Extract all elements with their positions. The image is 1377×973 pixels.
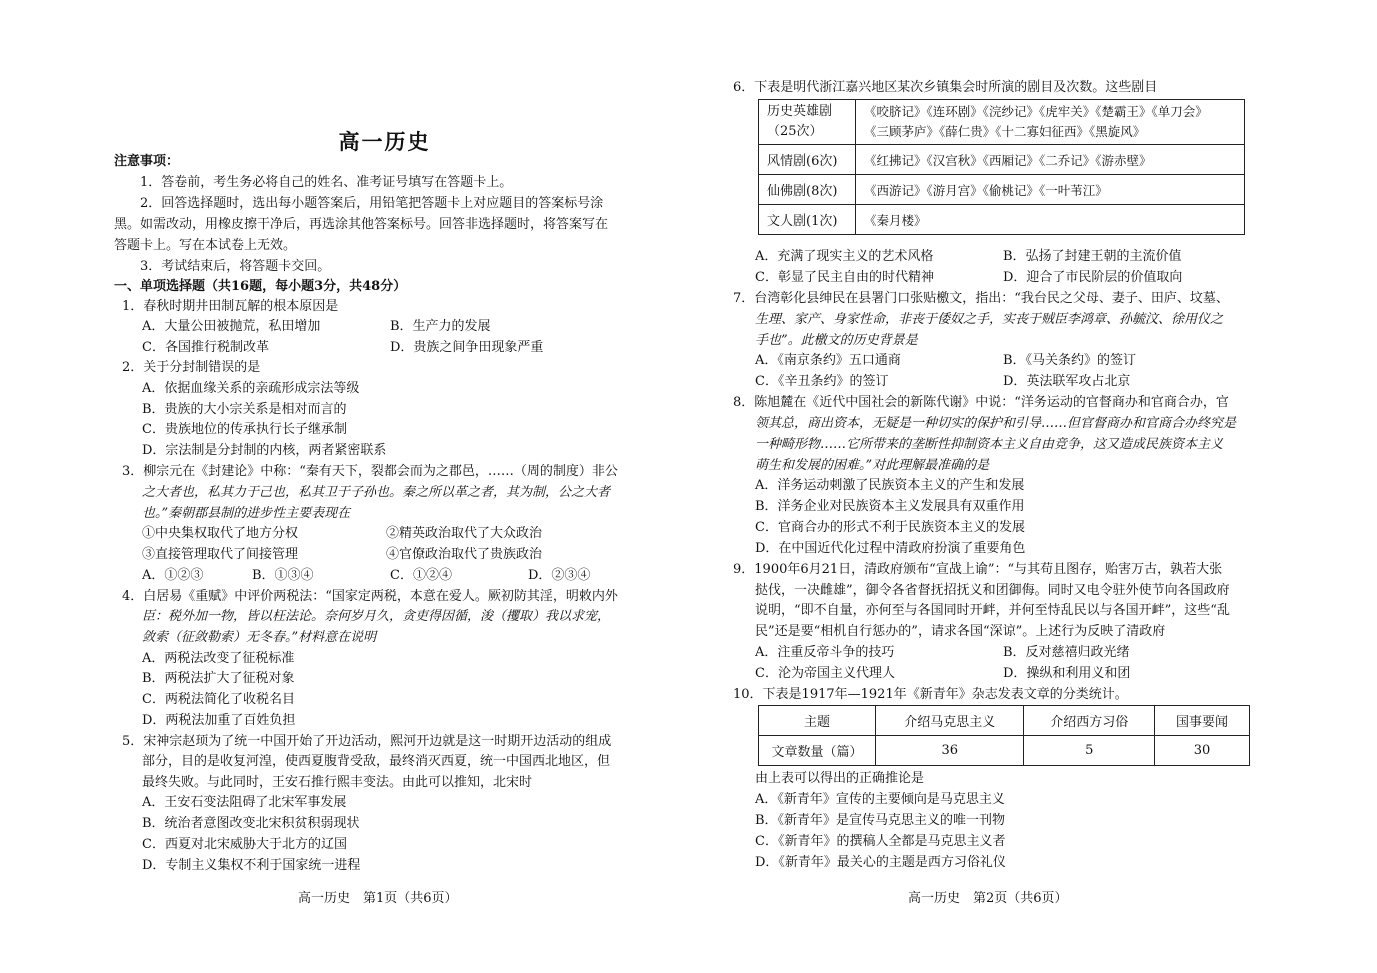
option: B．生产力的发展 — [390, 319, 491, 334]
option: C．《新青年》的撰稿人全都是马克思主义者 — [755, 834, 1006, 849]
option: A．洋务运动刺激了民族资本主义的产生和发展 — [755, 478, 1025, 493]
page-footer: 高一历史 第1页（共6页） — [298, 891, 458, 906]
option: A．①②③ — [142, 568, 204, 583]
option: D．在中国近代化过程中清政府扮演了重要角色 — [755, 541, 1026, 556]
question-stem: 部分，目的是收复河湟，使西夏腹背受敌，最终消灭西夏，统一中国西北地区，但 — [142, 754, 611, 769]
option: B．《马关条约》的签订 — [1003, 353, 1137, 368]
table-cell — [759, 100, 856, 145]
notice-line: 3．考试结束后，将答题卡交回。 — [140, 259, 331, 274]
option: A．充满了现实主义的艺术风格 — [755, 249, 934, 264]
table-row — [759, 205, 1245, 235]
option: C．两税法简化了收税名目 — [142, 692, 295, 707]
question-lead: 由上表可以得出的正确推论是 — [755, 771, 925, 786]
option: C．①②④ — [390, 568, 452, 583]
option: A．《新青年》宣传的主要倾向是马克思主义 — [755, 792, 1005, 807]
option: B．统治者意图改变北宋积贫积弱现状 — [142, 816, 360, 831]
table-cell: 《红拂记》《汉宫秋》《西厢记》《二乔记》《游赤壁》 — [856, 145, 1245, 175]
table-cell: 30 — [1155, 736, 1250, 766]
question-stem: 说明，“即不自量，亦何至与各国同时开衅，并何至恃乱民以与各国开衅”，这些“乱 — [755, 603, 1230, 618]
question-stem: 10．下表是1917年—1921年《新青年》杂志发表文章的分类统计。 — [733, 687, 1128, 702]
question-stem: 1．春秋时期井田制瓦解的根本原因是 — [122, 299, 339, 314]
notice-line: 答题卡上。写在本试卷上无效。 — [114, 238, 297, 253]
option: D．《新青年》最关心的主题是西方习俗礼仪 — [755, 855, 1006, 870]
section-heading: 一、单项选择题（共16题，每小题3分，共48分） — [114, 279, 407, 294]
option: D．英法联军攻占北京 — [1003, 374, 1131, 389]
table-header: 国事要闻 — [1155, 706, 1250, 736]
repertoire-table — [758, 99, 1245, 235]
table-cell: 《西游记》《游月宫》《偷桃记》《一叶苇江》 — [856, 175, 1245, 205]
option: C．《辛丑条约》的签订 — [755, 374, 889, 389]
question-stem: 5．宋神宗赵顼为了统一中国开始了开边活动，熙河开边就是这一时期开边活动的组成 — [122, 734, 612, 749]
table-header-row — [759, 706, 1250, 736]
question-stem: 之大者也，私其力于己也，私其卫于子孙也。秦之所以革之者，其为制，公之大者 — [142, 485, 611, 500]
notice-heading: 注意事项： — [114, 154, 180, 169]
table-header: 介绍马克思主义 — [876, 706, 1024, 736]
table-row — [759, 175, 1245, 205]
statement: ③直接管理取代了间接管理 — [142, 547, 299, 562]
question-stem: 敛索（征敛勒索）无冬春。”材料意在说明 — [142, 630, 377, 645]
table-cell: 仙佛剧(8次) — [759, 175, 856, 205]
cell-text: 历史英雄剧 — [767, 104, 833, 119]
cell-text: 《咬脐记》《连环剧》《浣纱记》《虎牢关》《楚霸王》《单刀会》 — [864, 104, 1208, 119]
option: D．宗法制是分封制的内核，两者紧密联系 — [142, 443, 387, 458]
table-cell: 文人剧(1次) — [759, 205, 856, 235]
question-stem: 挞伐，一决雌雄”，御令各省督抚招抚义和团御侮。同时又电令驻外使节向各国政府 — [755, 583, 1230, 598]
table-row — [759, 100, 1245, 145]
question-stem: 生理、家产、身家性命，非丧于倭奴之手，实丧于贼臣李鸿章、孙毓汶、徐用仪之 — [755, 312, 1224, 327]
question-stem: 8．陈旭麓在《近代中国社会的新陈代谢》中说：“洋务运动的官督商办和官商合办，官 — [733, 395, 1229, 410]
question-stem: 手也”。此檄文的历史背景是 — [755, 333, 918, 348]
table-cell: 风情剧(6次) — [759, 145, 856, 175]
option: B．①③④ — [252, 568, 314, 583]
question-stem: 臣：税外加一物，皆以枉法论。奈何岁月久，贪吏得因循，浚（攫取）我以求宠， — [142, 609, 611, 624]
page-footer: 高一历史 第2页（共6页） — [908, 891, 1068, 906]
question-stem: 民”还是要“相机自行惩办的”，请求各国“深谅”。上述行为反映了清政府 — [755, 624, 1166, 639]
option: D．贵族之间争田现象严重 — [390, 340, 544, 355]
option: C．贵族地位的传承执行长子继承制 — [142, 422, 347, 437]
option: D．操纵和利用义和团 — [1003, 666, 1131, 681]
table-row — [759, 736, 1250, 766]
table-cell — [856, 100, 1245, 145]
option: A．《南京条约》五口通商 — [755, 353, 901, 368]
option: C．西夏对北宋威胁大于北方的辽国 — [142, 837, 347, 852]
question-stem: 2．关于分封制错误的是 — [122, 360, 261, 375]
notice-line: 黑。如需改动，用橡皮擦干净后，再选涂其他答案标号。回答非选择题时，将答案写在 — [114, 217, 609, 232]
option: C．彰显了民主自由的时代精神 — [755, 270, 934, 285]
option: A．大量公田被抛荒，私田增加 — [142, 319, 321, 334]
table-header: 介绍西方习俗 — [1024, 706, 1155, 736]
table-cell: 5 — [1024, 736, 1155, 766]
page-title: 高一历史 — [338, 129, 431, 154]
cell-text: 《三顾茅庐》《薛仁贵》《十二寡妇征西》《黑旋风》 — [864, 124, 1146, 139]
option: C．沦为帝国主义代理人 — [755, 666, 895, 681]
statement: ②精英政治取代了大众政治 — [386, 526, 543, 541]
option: D．迎合了市民阶层的价值取向 — [1003, 270, 1183, 285]
option: A．王安石变法阻碍了北宋军事发展 — [142, 795, 347, 810]
option: D．②③④ — [528, 568, 591, 583]
notice-line: 2．回答选择题时，选出每小题答案后，用铅笔把答题卡上对应题目的答案标号涂 — [140, 196, 604, 211]
option: B．两税法扩大了征税对象 — [142, 671, 295, 686]
option: B．《新青年》是宣传马克思主义的唯一刊物 — [755, 813, 1006, 828]
question-stem: 领其总，商出资本，无疑是一种切实的保护和引导……但官督商办和官商合办终究是 — [755, 416, 1237, 431]
option: A．两税法改变了征税标准 — [142, 651, 295, 666]
question-stem: 萌生和发展的困难。”对此理解最准确的是 — [755, 458, 990, 473]
table-row — [759, 145, 1245, 175]
option: B．洋务企业对民族资本主义发展具有双重作用 — [755, 499, 1025, 514]
question-stem: 也。”秦朝郡县制的进步性主要表现在 — [142, 506, 351, 521]
cell-text: （25次） — [767, 124, 823, 139]
option: D．专制主义集权不利于国家统一进程 — [142, 858, 361, 873]
question-stem: 9．1900年6月21日，清政府颁布“宣战上谕”：“与其苟且图存，贻害万古，孰若大张 — [733, 562, 1223, 577]
option: A．注重反帝斗争的技巧 — [755, 645, 895, 660]
table-header: 主题 — [759, 706, 876, 736]
table-cell: 36 — [876, 736, 1024, 766]
option: A．依据血缘关系的亲疏形成宗法等级 — [142, 381, 360, 396]
statement: ④官僚政治取代了贵族政治 — [386, 547, 543, 562]
question-stem: 4．白居易《重赋》中评价两税法：“国家定两税，本意在爱人。厥初防其淫，明敕内外 — [122, 589, 618, 604]
new-youth-table — [758, 705, 1250, 766]
option: C．官商合办的形式不利于民族资本主义的发展 — [755, 520, 1025, 535]
question-stem: 最终失败。与此同时，王安石推行熙丰变法。由此可以推知，北宋时 — [142, 775, 533, 790]
option: C．各国推行税制改革 — [142, 340, 269, 355]
notice-line: 1．答卷前，考生务必将自己的姓名、准考证号填写在答题卡上。 — [140, 175, 513, 190]
option: B．反对慈禧归政光绪 — [1003, 645, 1130, 660]
option: D．两税法加重了百姓负担 — [142, 713, 296, 728]
question-stem: 6．下表是明代浙江嘉兴地区某次乡镇集会时所演的剧目及次数。这些剧目 — [733, 80, 1158, 95]
option: B．弘扬了封建王朝的主流价值 — [1003, 249, 1182, 264]
question-stem: 7．台湾彰化县绅民在县署门口张贴檄文，指出：“我台民之父母、妻子、田庐、坟墓、 — [733, 291, 1229, 306]
statement: ①中央集权取代了地方分权 — [142, 526, 299, 541]
option: B．贵族的大小宗关系是相对而言的 — [142, 402, 347, 417]
question-stem: 一种畸形物……它所带来的垄断性抑制资本主义自由竞争，这又造成民族资本主义 — [755, 437, 1224, 452]
table-cell: 《秦月楼》 — [856, 205, 1245, 235]
question-stem: 3．柳宗元在《封建论》中称：“秦有天下，裂都会而为之郡邑，……（周的制度）非公 — [122, 464, 618, 479]
table-cell: 文章数量（篇） — [759, 736, 876, 766]
